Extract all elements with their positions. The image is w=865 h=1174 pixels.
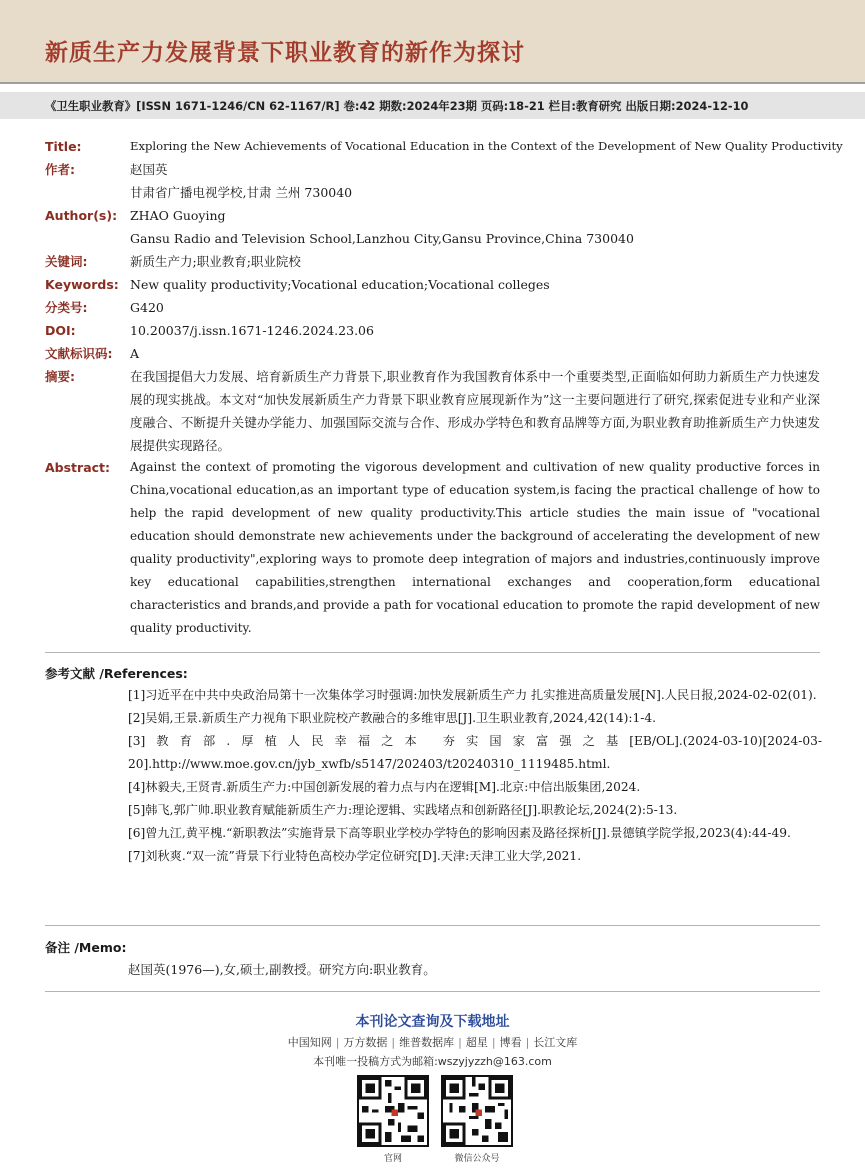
memo-heading: 备注 /Memo: bbox=[45, 940, 127, 955]
reference-item: [1]习近平在中共中央政治局第十一次集体学习时强调:加快发展新质生产力 扎实推进高质量发展[N].人民日报,2024-02-02(01). bbox=[128, 688, 817, 702]
abstract-en-label: Abstract: bbox=[45, 460, 111, 475]
abstract-en-value: Against the context of promoting the vigorous development and cultivation of new quality productive forces in China,vocational education,as an important type of education system,is facing the practical challenge of how to help the rapid development of new quality productivity.This article studies the main issue of "vocational education should demonstrate new achievements under the background of accelerating the development of new quality productivity",exploring ways to promote deep integration of majors and industries,continuously improve key educational capabilities,strengthen international exchanges and cooperation,form educational characteristics and brands,and provide a path for vocational education to promote the rapid development of new quality productivity. bbox=[130, 460, 820, 635]
author-en-label: Author(s): bbox=[45, 208, 118, 223]
qr-caption-official: 官网 bbox=[383, 1154, 402, 1164]
divider bbox=[45, 652, 820, 653]
qr-code-icon bbox=[359, 1077, 427, 1145]
divider bbox=[45, 991, 820, 992]
journal-info-text: 《卫生职业教育》[ISSN 1671-1246/CN 62-1167/R] 卷:42 期数:2024年23期 页码:18-21 栏目:教育研究 出版日期:2024-12-10 bbox=[45, 99, 749, 113]
doc-code-value: A bbox=[130, 346, 140, 361]
doc-code-label: 文献标识码: bbox=[45, 346, 113, 361]
reference-item: [6]曾九江,黄平槐.“新职教法”实施背景下高等职业学校办学特色的影响因素及路径探析[J].景德镇学院学报,2023(4):44-49. bbox=[128, 826, 791, 840]
qr-caption-wechat: 微信公众号 bbox=[454, 1154, 500, 1164]
header-band bbox=[0, 0, 865, 84]
reference-item: [7]刘秋爽.“双一流”背景下行业特色高校办学定位研究[D].天津:天津工业大学,2021. bbox=[128, 849, 582, 863]
reference-item: [5]韩飞,郭广帅.职业教育赋能新质生产力:理论逻辑、实践堵点和创新路径[J].职教论坛,2024(2):5-13. bbox=[128, 803, 678, 817]
database-link[interactable]: 万方数据 bbox=[343, 1036, 388, 1049]
separator: | bbox=[491, 1036, 496, 1049]
keywords-en-label: Keywords: bbox=[45, 277, 119, 292]
keywords-cn-value: 新质生产力;职业教育;职业院校 bbox=[130, 254, 301, 269]
reference-item: [2]吴娟,王景.新质生产力视角下职业院校产教融合的多维审思[J].卫生职业教育,2024,42(14):1-4. bbox=[128, 711, 656, 725]
class-number-value: G420 bbox=[130, 300, 164, 315]
footer-title: 本刊论文查询及下载地址 bbox=[355, 1014, 510, 1030]
author-label: 作者: bbox=[45, 162, 75, 177]
database-links bbox=[0, 1034, 865, 1050]
title-en-label: Title: bbox=[45, 139, 82, 154]
doi-value[interactable]: 10.20037/j.issn.1671-1246.2024.23.06 bbox=[130, 323, 374, 338]
doi-label: DOI: bbox=[45, 323, 76, 338]
keywords-cn-label: 关键词: bbox=[45, 254, 88, 269]
separator: | bbox=[391, 1036, 396, 1049]
reference-item[interactable]: [3]教育部.厚植人民幸福之本 夯实国家富强之基[EB/OL].(2024-03-10)[2024-03-20].http://www.moe.gov.cn/jyb_xwfb/s5147/202403/t20240310_1119485.html. bbox=[128, 734, 822, 771]
affiliation-cn: 甘肃省广播电视学校,甘肃 兰州 730040 bbox=[130, 185, 353, 200]
affiliation-en: Gansu Radio and Television School,Lanzhou City,Gansu Province,China 730040 bbox=[130, 231, 634, 246]
database-link[interactable]: 长江文库 bbox=[533, 1036, 578, 1049]
database-link[interactable]: 博看 bbox=[499, 1036, 522, 1049]
separator: | bbox=[458, 1036, 462, 1049]
submission-email: 本刊唯一投稿方式为邮箱:wszyjyzzh@163.com bbox=[313, 1055, 552, 1068]
database-link[interactable]: 超星 bbox=[465, 1036, 488, 1049]
database-link[interactable]: 维普数据库 bbox=[399, 1036, 455, 1049]
separator: | bbox=[335, 1036, 340, 1049]
database-link[interactable]: 中国知网 bbox=[287, 1036, 332, 1049]
separator: | bbox=[525, 1036, 530, 1049]
journal-info-bar bbox=[0, 92, 865, 119]
references-list bbox=[128, 684, 822, 868]
qr-code-icon bbox=[443, 1077, 511, 1145]
memo-value: 赵国英(1976—),女,硕士,副教授。研究方向:职业教育。 bbox=[128, 962, 436, 977]
reference-item: [4]林毅夫,王贤青.新质生产力:中国创新发展的着力点与内在逻辑[M].北京:中信出版集团,2024. bbox=[128, 780, 641, 794]
qr-code-official[interactable] bbox=[357, 1075, 429, 1147]
author-value: 赵国英 bbox=[130, 162, 168, 177]
qr-code-wechat[interactable] bbox=[441, 1075, 513, 1147]
class-number-label: 分类号: bbox=[45, 300, 88, 315]
author-en-value: ZHAO Guoying bbox=[130, 208, 226, 223]
divider bbox=[45, 925, 820, 926]
references-heading: 参考文献 /References: bbox=[45, 666, 188, 681]
keywords-en-value: New quality productivity;Vocational education;Vocational colleges bbox=[130, 277, 550, 292]
abstract-cn-label: 摘要: bbox=[45, 369, 75, 384]
abstract-cn-value: 在我国提倡大力发展、培育新质生产力背景下,职业教育作为我国教育体系中一个重要类型,正面临如何助力新质生产力快速发展的现实挑战。本文对“加快发展新质生产力背景下职业教育应展现新作为”这一主要问题进行了研究,探索促进专业和产业深度融合、不断提升关键办学能力、加强国际交流与合作、形成办学特色和教育品牌等方面,为职业教育助推新质生产力快速发展提供实现路径。 bbox=[130, 369, 820, 453]
title-en-value: Exploring the New Achievements of Vocational Education in the Context of the Development of New Quality Productivity bbox=[130, 139, 843, 153]
article-title: 新质生产力发展背景下职业教育的新作为探讨 bbox=[45, 40, 525, 66]
